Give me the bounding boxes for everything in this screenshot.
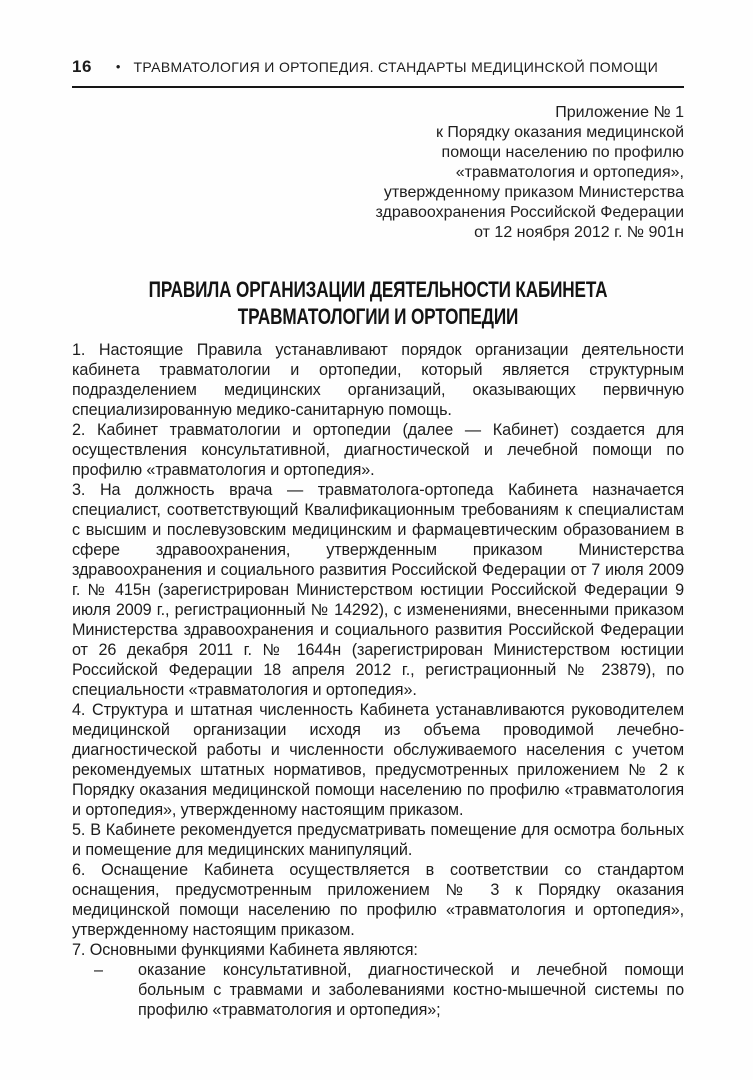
paragraph-5: 5. В Кабинете рекомендуется предусматривать помещение для осмотра больных и помещение для медицинских манипуляций. bbox=[72, 821, 684, 859]
paragraph-2: 2. Кабинет травматологии и ортопедии (далее — Кабинет) создается для осуществления консультативной, диагностической и лечебной помощи по профилю «травматология и ортопедия». bbox=[72, 421, 684, 479]
paragraph-4: 4. Структура и штатная численность Кабинета устанавливаются руководителем медицинской организации исходя из объема проводимой лечебно-диагностической работы и численности обслуживаемого населения с учетом рекомендуемых штатных нормативов, предусмотренных приложением № 2 к Порядку оказания медицинской помощи населению по профилю «травматология и ортопедия», утвержденному настоящим приказом. bbox=[72, 701, 684, 819]
paragraph-7: 7. Основными функциями Кабинета являются: bbox=[72, 941, 418, 959]
paragraph-3: 3. На должность врача — травматолога-ортопеда Кабинета назначается специалист, соответствующий Квалификационным требованиям к специалистам с высшим и послевузовским медицинским и фармацевтическим образованием в сфере здравоохранения, утвержденным приказом Министерства здравоохранения и социального развития Российской Федерации от 7 июля 2009 г. № 415н (зарегистрирован Министерством юстиции Российской Федерации 9 июля 2009 г., регистрационный № 14292), с изменениями, внесенными приказом Министерства здравоохранения и социального развития Российской Федерации от 26 декабря 2011 г. № 1644н (зарегистрирован Министерством юстиции Российской Федерации 18 апреля 2012 г., регистрационный № 23879), по специальности «травматология и ортопедия». bbox=[72, 481, 684, 699]
document-title-line: ПРАВИЛА ОРГАНИЗАЦИИ ДЕЯТЕЛЬНОСТИ КАБИНЕТА bbox=[148, 277, 608, 302]
appendix-line: к Порядку оказания медицинской bbox=[435, 124, 684, 141]
dash-list-marker: – bbox=[94, 961, 103, 979]
list-item-text: оказание консультативной, диагностической и лечебной помощи больным с травмами и заболеваниями костно-мышечной системы по профилю «травматология и ортопедия»; bbox=[138, 961, 684, 1019]
paragraph-6: 6. Оснащение Кабинета осуществляется в соответствии со стандартом оснащения, предусмотренным приложением № 3 к Порядку оказания медицинской помощи населению по профилю «травматология и ортопедия», утвержденному настоящим приказом. bbox=[72, 861, 684, 939]
appendix-reference-block bbox=[72, 103, 684, 243]
document-body bbox=[72, 340, 684, 1020]
appendix-line: утвержденному приказом Министерства bbox=[383, 184, 684, 201]
document-title-line: ТРАВМАТОЛОГИИ И ОРТОПЕДИИ bbox=[237, 304, 519, 329]
running-header bbox=[72, 57, 684, 88]
paragraph-1: 1. Настоящие Правила устанавливают порядок организации деятельности кабинета травматологии и ортопедии, который является структурным подразделением медицинских организаций, оказывающих первичную специализированную медико-санитарную помощь. bbox=[72, 341, 684, 419]
list-item bbox=[72, 960, 684, 1020]
appendix-line: помощи населению по профилю bbox=[441, 144, 684, 161]
appendix-line: здравоохранения Российской Федерации bbox=[375, 204, 684, 221]
page-number: 16 bbox=[72, 57, 92, 76]
appendix-line: «травматология и ортопедия», bbox=[455, 164, 684, 181]
document-title bbox=[72, 276, 684, 330]
appendix-line: от 12 ноября 2012 г. № 901н bbox=[474, 224, 684, 241]
bullet-separator-icon: • bbox=[115, 59, 121, 74]
appendix-line: Приложение № 1 bbox=[555, 104, 684, 121]
running-title: ТРАВМАТОЛОГИЯ И ОРТОПЕДИЯ. СТАНДАРТЫ МЕДИЦИНСКОЙ ПОМОЩИ bbox=[133, 59, 659, 75]
